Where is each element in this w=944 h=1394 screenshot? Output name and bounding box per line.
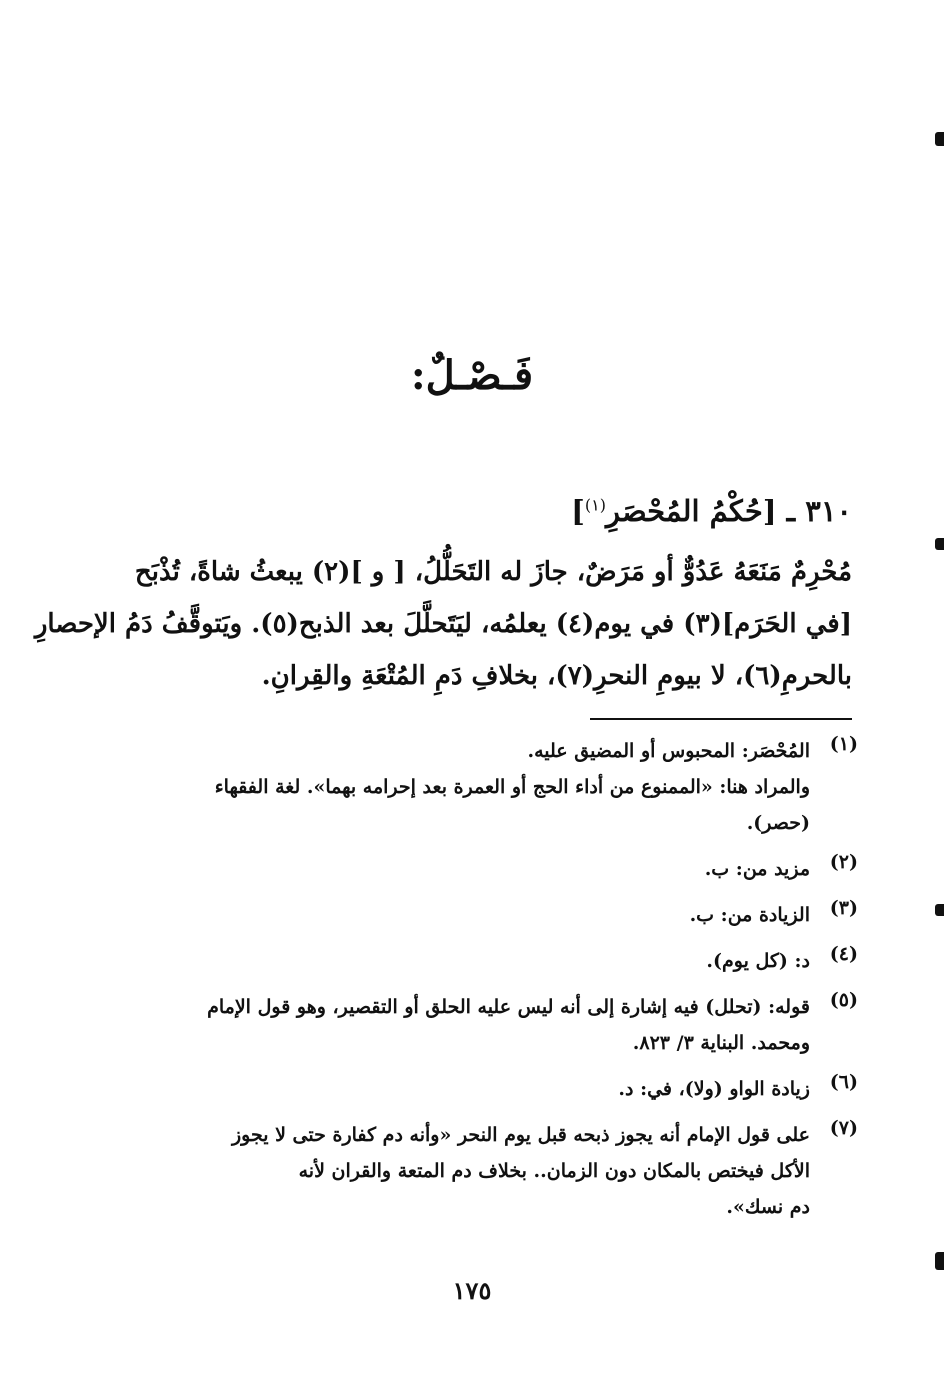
footnote-text: [104, 943, 810, 979]
main-text-line: [في الحَرَم](٣) في يوم(٤) يعلمُه، ليَتَحلَّلَ بعد الذبح(٥). ويَتوقَّفُ دَمُ الإحصارِ: [34, 609, 852, 639]
footnote: [104, 1117, 858, 1225]
footnote-text: [104, 851, 810, 887]
footnote: [104, 943, 858, 979]
footnote: [104, 851, 858, 887]
main-text-line: مُحْرِمٌ مَنَعَهُ عَدُوٌّ أو مَرَضٌ، جازَ له التَحَلُّلُ، [ و ](٢) يبعثُ شاةً، تُذْبَح: [134, 557, 852, 587]
footnote-line: قوله: (تحلل) فيه إشارة إلى أنه ليس عليه الحلق أو التقصير، وهو قول الإمام: [207, 996, 810, 1018]
footnote: [104, 733, 858, 841]
footnote-line: على قول الإمام أنه يجوز ذبحه قبل يوم النحر «وأنه دم كفارة حتى لا يجوز: [231, 1124, 810, 1146]
footnote-line: (حصر).: [746, 812, 810, 834]
footnote-line: والمراد هنا: «الممنوع من أداء الحج أو العمرة بعد إحرامه بهما». لغة الفقهاء: [214, 776, 810, 798]
footnote-line: ومحمد. البناية ٣/ ٨٢٣.: [632, 1032, 810, 1054]
page-number: ١٧٥: [452, 1276, 492, 1305]
footnote: [104, 989, 858, 1061]
footnote-text: [104, 1117, 810, 1225]
footnote-divider: [590, 718, 852, 720]
scan-edge-mark: [935, 1252, 944, 1270]
footnote: [104, 897, 858, 933]
scan-edge-mark: [935, 904, 944, 916]
main-text: [34, 546, 852, 702]
scan-edge-mark: [935, 538, 944, 550]
footnote-text: [104, 897, 810, 933]
footnote-number: (٥): [829, 989, 858, 1011]
footnote-line: دم نسك».: [726, 1196, 810, 1218]
footnote-number: (٣): [829, 897, 858, 919]
footnote-line: زيادة الواو (ولا)، في: د.: [618, 1078, 810, 1100]
entry-number: ٣١٠ ـ: [786, 494, 852, 528]
footnote-line: الزيادة من: ب.: [689, 904, 810, 926]
entry-title: [حُكْمُ المُحْصَرِ: [605, 494, 777, 528]
footnote-line: المُحْصَر: المحبوس أو المضيق عليه.: [527, 740, 810, 762]
footnote-text: [104, 733, 810, 841]
footnote-number: (٦): [829, 1071, 858, 1093]
footnote-line: مزيد من: ب.: [704, 858, 810, 880]
entry-heading: [92, 494, 852, 528]
footnote-number: (٧): [829, 1117, 858, 1139]
footnotes: [104, 733, 858, 1235]
footnote-line: الأكل فيختص بالمكان دون الزمان.. بخلاف دم المتعة والقران لأنه: [298, 1160, 810, 1182]
footnote-number: (٢): [829, 851, 858, 873]
footnote-number: (١): [829, 733, 858, 755]
main-text-line: بالحرمِ(٦)، لا بيومِ النحرِ(٧)، بخلافِ دَمِ المُتْعَةِ والقِرانِ.: [261, 661, 852, 691]
entry-title-close: ]: [571, 494, 585, 528]
footnote-ref: (١): [584, 495, 606, 515]
footnote: [104, 1071, 858, 1107]
footnote-line: د: (كل يوم).: [706, 950, 810, 972]
footnote-text: [104, 989, 810, 1061]
section-title: فَـصْـلٌ:: [410, 352, 534, 399]
footnote-number: (٤): [829, 943, 858, 965]
scan-edge-mark: [935, 132, 944, 146]
footnote-text: [104, 1071, 810, 1107]
